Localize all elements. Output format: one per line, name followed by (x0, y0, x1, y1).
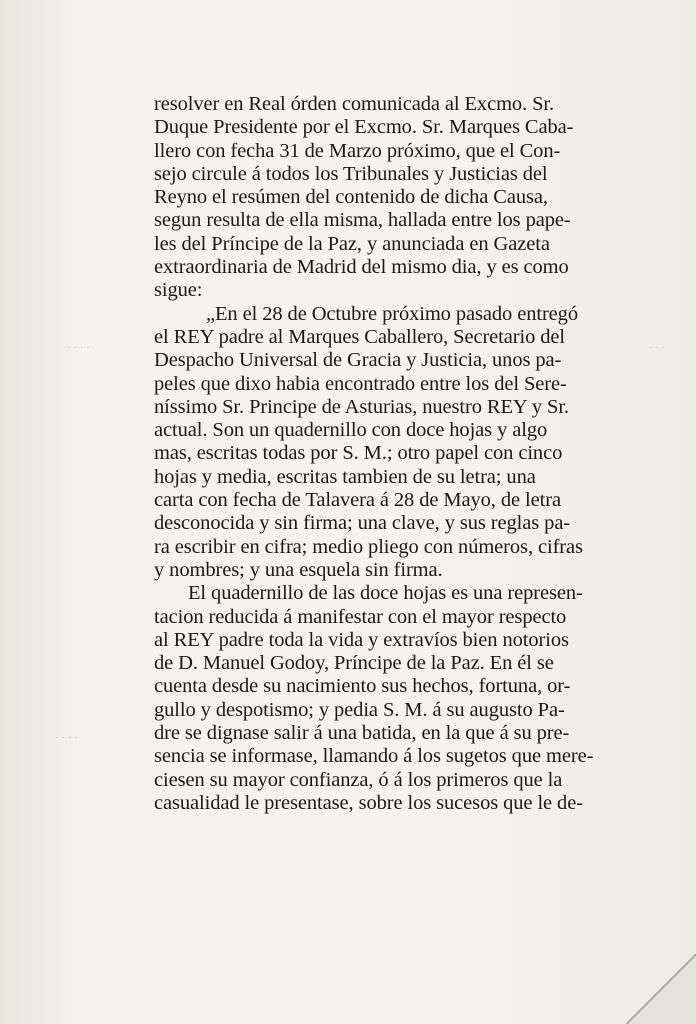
line: mas, escritas todas por S. M.; otro papel con cinco (154, 442, 563, 465)
bleed-through-note-right (638, 330, 666, 366)
line: gullo y despotismo; y pedia S. M. á su augusto Pa- (154, 698, 565, 721)
bleed-through-note-lower (44, 720, 78, 756)
paragraph-1 (154, 93, 638, 303)
paragraph-3 (154, 582, 638, 605)
line: el REY padre al Marques Caballero, Secretario del (154, 325, 566, 348)
line: tacion reducida á manifestar con el mayor respecto (154, 605, 567, 628)
line: cuenta desde su nacimiento sus hechos, fortuna, or- (154, 675, 571, 698)
line: peles que dixo habia encontrado entre los del Sere- (154, 372, 567, 395)
line: sejo circule á todos los Tribunales y Justicias del (154, 162, 548, 185)
line: segun resulta de ella misma, hallada entre los pape- (154, 209, 571, 232)
line: y nombres; y una esquela sin firma. (154, 558, 443, 581)
line: resolver en Real órden comunicada al Excmo. Sr. (154, 93, 555, 115)
paragraph-3-body (154, 606, 638, 816)
line: Reyno el resúmen del contenido de dicha Causa, (154, 186, 548, 209)
bleed-through-mark-right: · · · (649, 342, 666, 354)
line: carta con fecha de Talavera á 28 de Mayo, de letra (154, 489, 561, 512)
line: ra escribir en cifra; medio pliego con números, cifras (154, 535, 583, 558)
line: dre se dignase salir á una batida, en la que á su pre- (154, 722, 570, 745)
line: al REY padre toda la vida y extravíos bien notorios (154, 628, 569, 651)
line: hojas y media, escritas tambien de su letra; una (154, 465, 536, 488)
line: de D. Manuel Godoy, Príncipe de la Paz. En él se (154, 652, 554, 675)
line: extraordinaria de Madrid del mismo dia, y es como (154, 256, 569, 279)
paragraph-2 (154, 303, 638, 326)
bleed-through-mark: · · · · (67, 342, 90, 354)
line: ciesen su mayor confianza, ó á los primeros que la (154, 768, 563, 791)
line: casualidad le presentase, sobre los sucesos que le de- (154, 791, 583, 814)
line: El quadernillo de las doce hojas es una represen- (188, 582, 583, 605)
paragraph-2-body (154, 326, 638, 582)
line: níssimo Sr. Principe de Asturias, nuestro REY y Sr. (154, 395, 569, 418)
line: sencia se informase, llamando á los sugetos que mere- (154, 745, 594, 768)
line: desconocida y sin firma; una clave, y sus reglas pa- (154, 512, 571, 535)
line: „En el 28 de Octubre próximo pasado entregó (206, 302, 578, 325)
line: actual. Son un quadernillo con doce hojas y algo (154, 419, 548, 442)
bleed-through-note-upper (56, 330, 90, 366)
line: sigue: (154, 279, 203, 302)
line: Duque Presidente por el Excmo. Sr. Marques Caba- (154, 116, 574, 139)
line: llero con fecha 31 de Marzo próximo, que el Con- (154, 139, 561, 162)
line: les del Príncipe de la Paz, y anunciada en Gazeta (154, 232, 550, 255)
line: Despacho Universal de Gracia y Justicia, unos pa- (154, 349, 562, 372)
bleed-through-mark-lower: · · · · (55, 732, 78, 744)
body-text (154, 93, 638, 815)
folded-corner (626, 954, 696, 1024)
